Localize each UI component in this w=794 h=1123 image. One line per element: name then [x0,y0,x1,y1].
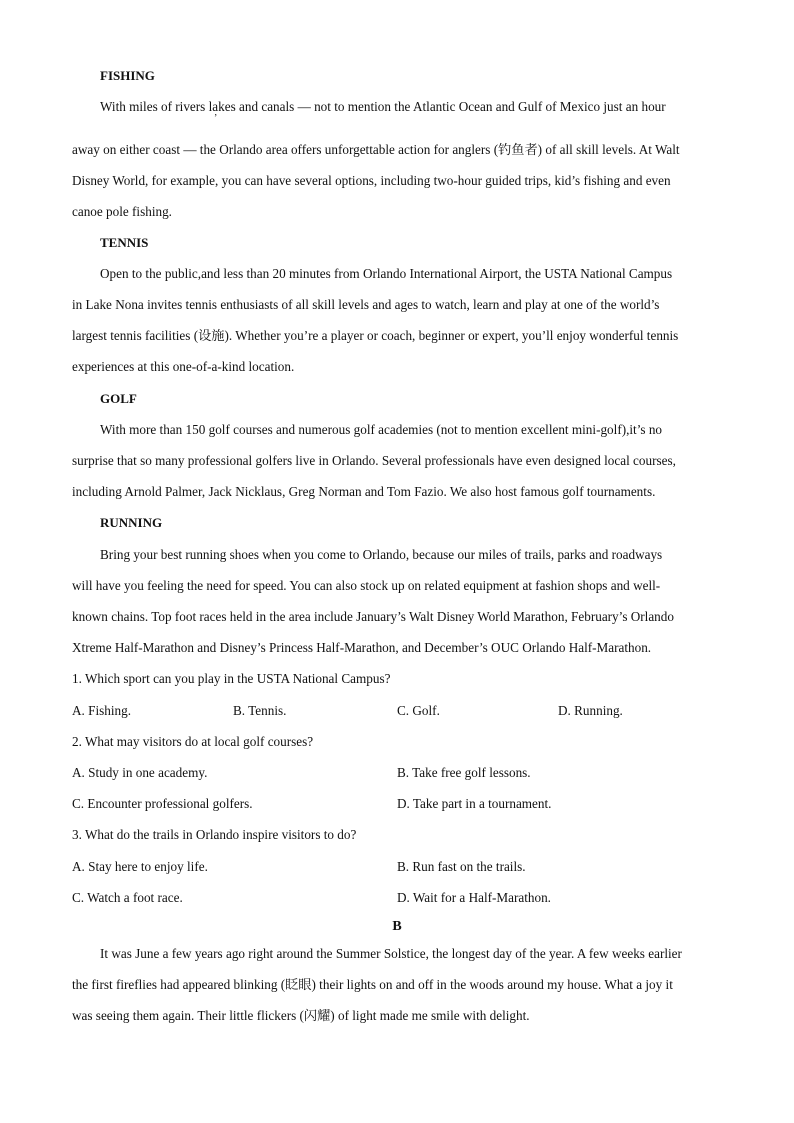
paragraph-line: will have you feeling the need for speed. You can also stock up on related equipment at fashion shops and well- [72,578,661,593]
section-heading-tennis: TENNIS [100,235,149,250]
section-heading-running: RUNNING [100,515,163,530]
question-2-option-b: B. Take free golf lessons. [397,765,531,780]
question-3-option-a: A. Stay here to enjoy life. [72,859,208,874]
paragraph-line: in Lake Nona invites tennis enthusiasts of all skill levels and ages to watch, learn and play at one of the world’s [72,297,660,312]
section-heading-fishing: FISHING [100,68,155,83]
question-3-option-d: D. Wait for a Half-Marathon. [397,890,551,905]
stray-mark: ’ [214,113,218,124]
question-1-option-a: A. Fishing. [72,703,131,718]
paragraph-line: Open to the public,and less than 20 minutes from Orlando International Airport, the USTA National Campus [100,266,673,281]
question-2-option-c: C. Encounter professional golfers. [72,796,253,811]
question-2-option-d: D. Take part in a tournament. [397,796,552,811]
paragraph-line: away on either coast — the Orlando area offers unforgettable action for anglers (钓鱼者) of all skill levels. At Walt [72,142,680,157]
paragraph-line: experiences at this one-of-a-kind location. [72,359,295,374]
question-1-stem: 1. Which sport can you play in the USTA National Campus? [72,671,391,686]
paragraph-line: largest tennis facilities (设施). Whether you’re a player or coach, beginner or expert, you’ll enjoy wonderful tennis [72,328,679,343]
paragraph-line: Bring your best running shoes when you come to Orlando, because our miles of trails, parks and roadways [100,547,663,562]
passage-b-label: B [392,919,402,934]
question-1-option-d: D. Running. [558,703,623,718]
paragraph-line: Disney World, for example, you can have several options, including two-hour guided trips, kid’s fishing and even [72,173,671,188]
paragraph-line: the first fireflies had appeared blinking (眨眼) their lights on and off in the woods around my house. What a joy it [72,977,673,992]
paragraph-line: surprise that so many professional golfers live in Orlando. Several professionals have even designed local courses, [72,453,676,468]
question-3-stem: 3. What do the trails in Orlando inspire visitors to do? [72,827,357,842]
question-3-option-c: C. Watch a foot race. [72,890,183,905]
question-1-option-b: B. Tennis. [233,703,287,718]
question-2-option-a: A. Study in one academy. [72,765,208,780]
paragraph-line: It was June a few years ago right around the Summer Solstice, the longest day of the year. A few weeks earlier [100,946,682,961]
paragraph-line: With miles of rivers lakes and canals — not to mention the Atlantic Ocean and Gulf of Mexico just an hour [100,99,666,114]
question-2-stem: 2. What may visitors do at local golf courses? [72,734,314,749]
section-heading-golf: GOLF [100,391,137,406]
question-1-option-c: C. Golf. [397,703,440,718]
paragraph-line: was seeing them again. Their little flickers (闪耀) of light made me smile with delight. [72,1008,530,1023]
paragraph-line: known chains. Top foot races held in the area include January’s Walt Disney World Marathon, February’s Orlando [72,609,674,624]
paragraph-line: Xtreme Half-Marathon and Disney’s Princess Half-Marathon, and December’s OUC Orlando Half-Marathon. [72,640,652,655]
question-3-option-b: B. Run fast on the trails. [397,859,526,874]
paragraph-line: including Arnold Palmer, Jack Nicklaus, Greg Norman and Tom Fazio. We also host famous golf tournaments. [72,484,656,499]
paragraph-line: canoe pole fishing. [72,204,172,219]
paragraph-line: With more than 150 golf courses and numerous golf academies (not to mention excellent mini-golf),it’s no [100,422,663,437]
